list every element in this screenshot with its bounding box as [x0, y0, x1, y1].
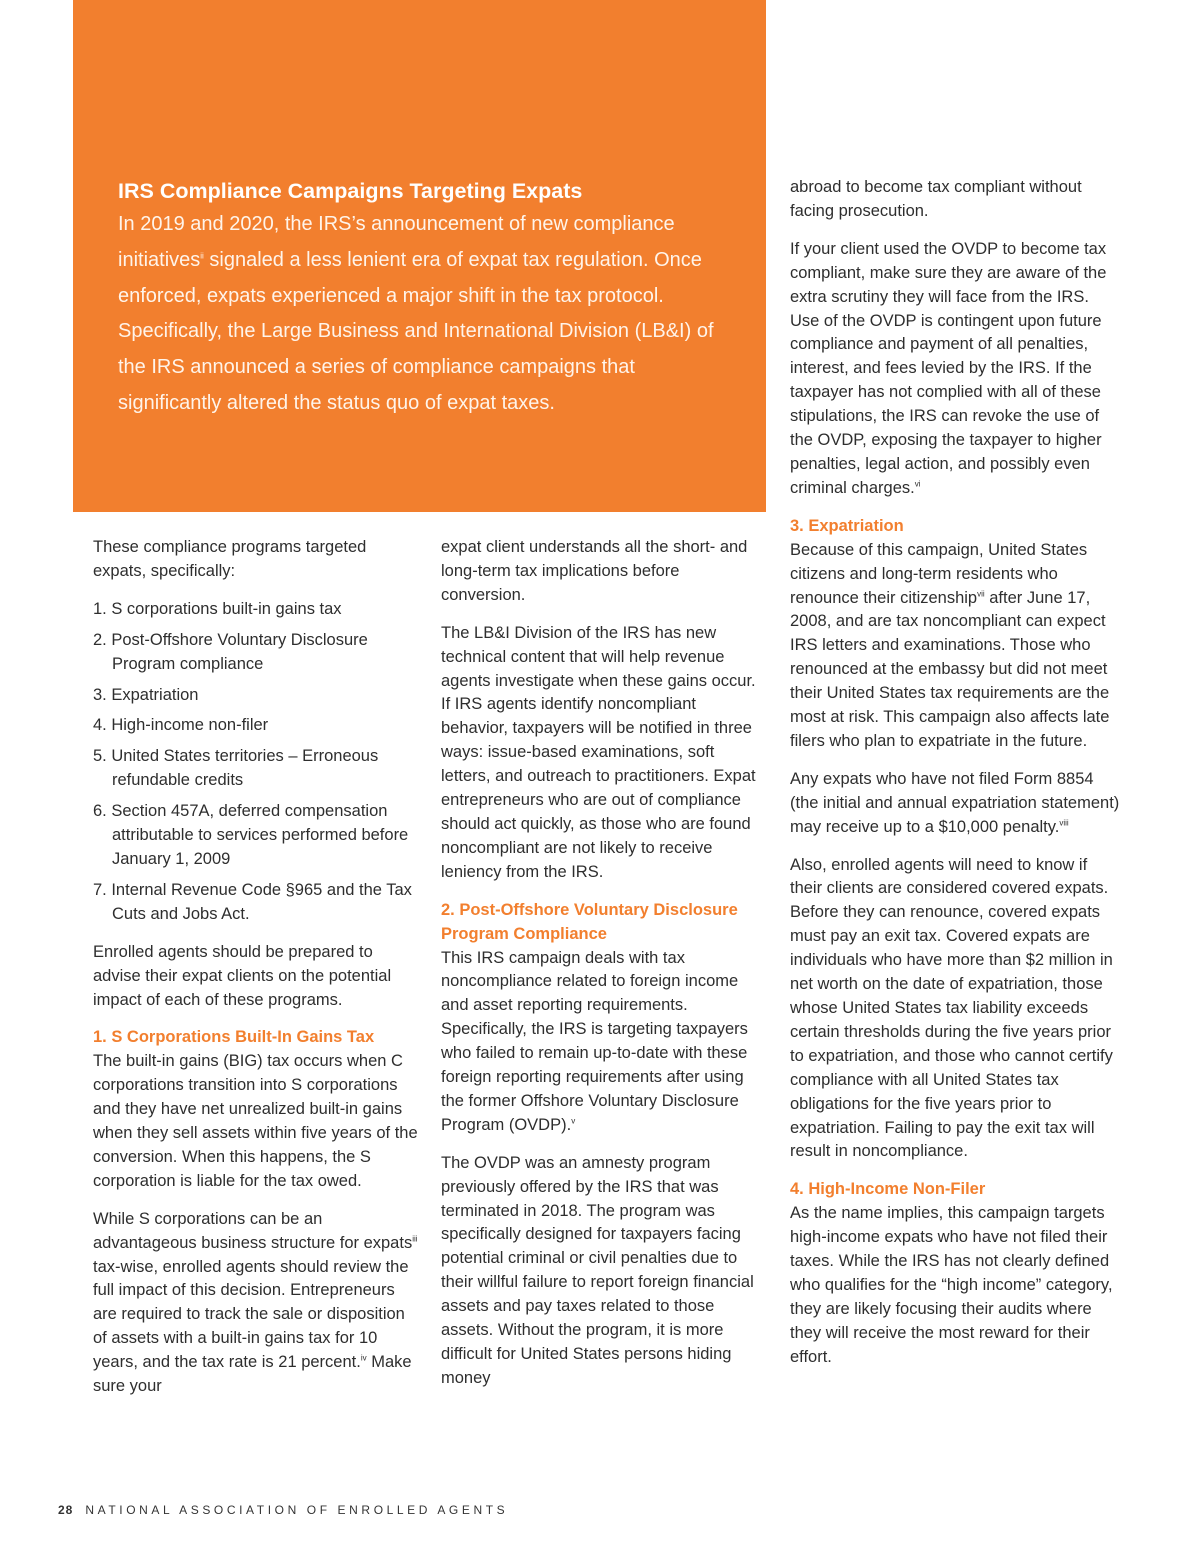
banner-title: IRS Compliance Campaigns Targeting Expats: [118, 179, 583, 203]
list-item: 6. Section 457A, deferred compensation attributable to services performed before January 1, 2009: [93, 802, 409, 868]
endnote-marker: iii: [412, 1234, 418, 1244]
list-item: 1. S corporations built-in gains tax: [93, 599, 342, 618]
banner-text: [118, 175, 718, 422]
column-3: [790, 176, 1120, 1384]
feature-banner: [73, 0, 766, 512]
s-corp-paragraph: While S corporations can be an advantageous business structure for expats$^{iii}$ tax-wise, enrolled agents should review the full impact of this decision. Entrepreneurs are required to track the sale or disposition of assets with a built-in gains tax for 10 years, and the tax rate is 21 percent.$^{iv}$ Make sure your: [93, 1209, 418, 1396]
endnote-marker: iv: [360, 1353, 367, 1363]
banner-body: In 2019 and 2020, the IRS’s announcement of new compliance initiatives$^{ii}$ signaled a less lenient era of expat tax regulation. Once enforced, expats experienced a major shift in the tax protocol. Specifically, the Large Business and International Division (LB&I) of the IRS announced a series of compliance campaigns that significantly altered the status quo of expat taxes.: [118, 213, 714, 414]
column-2: [441, 536, 767, 1405]
column-1: [93, 536, 423, 1413]
section-heading-high-income: 4. High-Income Non-Filer: [790, 1180, 986, 1199]
list-item: 4. High-income non-filer: [93, 716, 269, 735]
endnote-marker: vi: [914, 479, 921, 489]
section-heading-expatriation: 3. Expatriation: [790, 516, 904, 535]
big-tax-paragraph: The built-in gains (BIG) tax occurs when C corporations transition into S corporations and they have net unrealized built-in gains when they sell assets within five years of the conversion. When this happens, the S corporation is liable for the tax owed.: [93, 1052, 418, 1190]
page-footer: [58, 1503, 508, 1517]
form-8854-paragraph: Any expats who have not filed Form 8854 (the initial and annual expatriation statement) may receive up to a $10,000 penalty.$^{viii}$: [790, 769, 1120, 836]
endnote-marker: vii: [977, 589, 985, 598]
continued-paragraph: abroad to become tax compliant without facing prosecution.: [790, 178, 1082, 220]
expatriation-paragraph: Because of this campaign, United States citizens and long-term residents who renounce their citizenship$^{vii}$ after June 17, 2008, and are tax noncompliant can expect IRS letters and examinations. Those who renounced at the embassy but did not meet their United States tax requirements are the most at risk. This campaign also affects late filers who plan to expatriate in the future.: [790, 540, 1110, 750]
prepared-paragraph: Enrolled agents should be prepared to advise their expat clients on the potential impact of each of these programs.: [93, 942, 392, 1009]
continued-paragraph: expat client understands all the short- and long-term tax implications before conversion.: [441, 538, 748, 604]
ovdp-amnesty-paragraph: The OVDP was an amnesty program previously offered by the IRS that was terminated in 2018. The program was specifically designed for taxpayers facing potential criminal or civil penalties due to their willful failure to report foreign financial assets and pay taxes related to those assets. Without the program, it is more difficult for United States persons hiding money: [441, 1153, 754, 1387]
lbi-paragraph: The LB&I Division of the IRS has new technical content that will help revenue agents investigate when these gains occur. If IRS agents identify noncompliant behavior, taxpayers will be notified in three ways: issue-based examinations, soft letters, and outreach to practitioners. Expat entrepreneurs who are out of compliance should act quickly, as those who are found noncompliant are not likely to receive leniency from the IRS.: [441, 623, 756, 881]
endnote-marker: ii: [200, 251, 204, 261]
endnote-marker: v: [571, 1116, 576, 1126]
page-number: 28: [58, 1503, 74, 1517]
programs-list: [93, 598, 423, 927]
endnote-marker: viii: [1059, 818, 1069, 828]
list-item: 3. Expatriation: [93, 685, 199, 704]
list-item: 5. United States territories – Erroneous refundable credits: [93, 747, 379, 790]
section-heading-post-ovdp: 2. Post-Offshore Voluntary Disclosure Program Compliance: [441, 900, 738, 943]
intro-paragraph: These compliance programs targeted expats, specifically:: [93, 538, 367, 580]
post-ovdp-paragraph: This IRS campaign deals with tax noncompliance related to foreign income and asset reporting requirements. Specifically, the IRS is targeting taxpayers who failed to remain up-to-date with these foreign reporting requirements after using the former Offshore Voluntary Disclosure Program (OVDP).$^v$: [441, 948, 748, 1134]
publication-name: NATIONAL ASSOCIATION OF ENROLLED AGENTS: [85, 1503, 509, 1517]
section-heading-s-corporations: 1. S Corporations Built-In Gains Tax: [93, 1028, 375, 1047]
list-item: 2. Post-Offshore Voluntary Disclosure Program compliance: [93, 630, 368, 673]
covered-expats-paragraph: Also, enrolled agents will need to know if their clients are considered covered expats. Before they can renounce, covered expats must pay an exit tax. Covered expats are individuals who have more than $2 million in net worth on the date of expatriation, those whose United States tax liability exceeds certain thresholds during the five years prior to expatriation, and those who cannot certify compliance with all United States tax obligations for the five years prior to expatriation. Failing to pay the exit tax will result in noncompliance.: [790, 855, 1113, 1161]
list-item: 7. Internal Revenue Code §965 and the Tax Cuts and Jobs Act.: [93, 880, 412, 923]
ovdp-scrutiny-paragraph: If your client used the OVDP to become tax compliant, make sure they are aware of the extra scrutiny they will face from the IRS. Use of the OVDP is contingent upon future compliance and payment of all penalties, interest, and fees levied by the IRS. If the taxpayer has not complied with all of these stipulations, the IRS can revoke the use of the OVDP, exposing the taxpayer to higher penalties, legal action, and possibly even criminal charges.$^{vi}$: [790, 239, 1107, 497]
high-income-paragraph: As the name implies, this campaign targets high-income expats who have not filed their taxes. While the IRS has not clearly defined who qualifies for the “high income” category, they are likely focusing their audits where they will receive the most reward for their effort.: [790, 1204, 1113, 1366]
